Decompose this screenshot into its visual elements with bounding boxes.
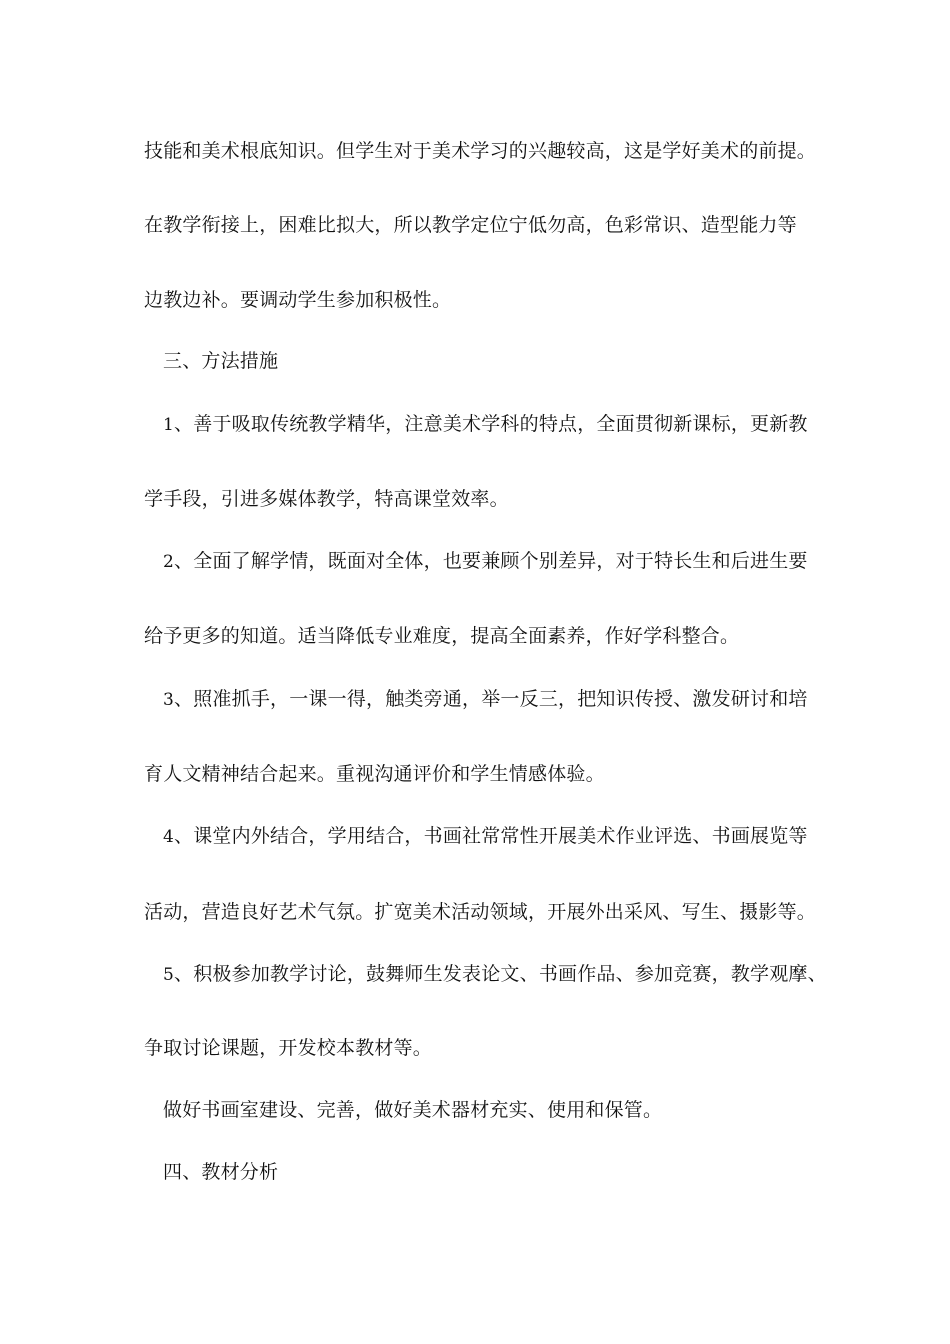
line-text: 做好书画室建设、完善，做好美术器材充实、使用和保管。: [163, 1099, 663, 1121]
paragraph-line: [144, 623, 739, 649]
paragraph-line: [144, 486, 509, 512]
line-text: 、照准抓手，一课一得，触类旁通，举一反三，把知识传授、激发研讨和培: [174, 688, 808, 710]
line-text: 育人文精神结合起来。重视沟通评价和学生情感体验。: [144, 763, 605, 785]
paragraph-line: [144, 1035, 432, 1061]
line-text: 、课堂内外结合，学用结合，书画社常常性开展美术作业评选、书画展览等: [174, 825, 808, 847]
item-number: 3: [163, 690, 175, 710]
line-text: 技能和美术根底知识。但学生对于美术学习的兴趣较高，这是学好美术的前提。: [144, 140, 817, 162]
list-item: [163, 823, 808, 850]
paragraph-line: [144, 212, 797, 238]
section-heading: [163, 348, 278, 374]
paragraph-line: [163, 1097, 662, 1123]
line-text: 给予更多的知道。适当降低专业难度，提高全面素养，作好学科整合。: [144, 625, 740, 647]
line-text: 、全面了解学情，既面对全体，也要兼顾个别差异，对于特长生和后进生要: [174, 550, 808, 572]
line-text: 、积极参加教学讨论，鼓舞师生发表论文、书画作品、参加竞赛，教学观摩、: [174, 963, 827, 985]
line-text: 在教学衔接上，困难比拟大，所以教学定位宁低勿高，色彩常识、造型能力等: [144, 214, 797, 236]
line-text: 学手段，引进多媒体教学，特高课堂效率。: [144, 488, 509, 510]
line-text: 活动，营造良好艺术气氛。扩宽美术活动领域，开展外出采风、写生、摄影等。: [144, 901, 817, 923]
paragraph-line: [144, 287, 451, 313]
list-item: [163, 961, 827, 988]
list-item: [163, 548, 808, 575]
paragraph-line: [144, 899, 816, 925]
item-number: 2: [163, 552, 175, 572]
item-number: 4: [163, 827, 175, 847]
heading-text: 四、教材分析: [163, 1161, 279, 1183]
paragraph-line: [144, 761, 605, 787]
section-heading: [163, 1159, 278, 1185]
item-number: 5: [163, 965, 175, 985]
line-text: 、善于吸取传统教学精华，注意美术学科的特点，全面贯彻新课标，更新教: [174, 413, 808, 435]
list-item: [163, 411, 808, 438]
line-text: 边教边补。要调动学生参加积极性。: [144, 289, 452, 311]
line-text: 争取讨论课题，开发校本教材等。: [144, 1037, 433, 1059]
paragraph-line: [144, 138, 816, 164]
item-number: 1: [163, 415, 175, 435]
heading-text: 三、方法措施: [163, 350, 279, 372]
list-item: [163, 686, 808, 713]
